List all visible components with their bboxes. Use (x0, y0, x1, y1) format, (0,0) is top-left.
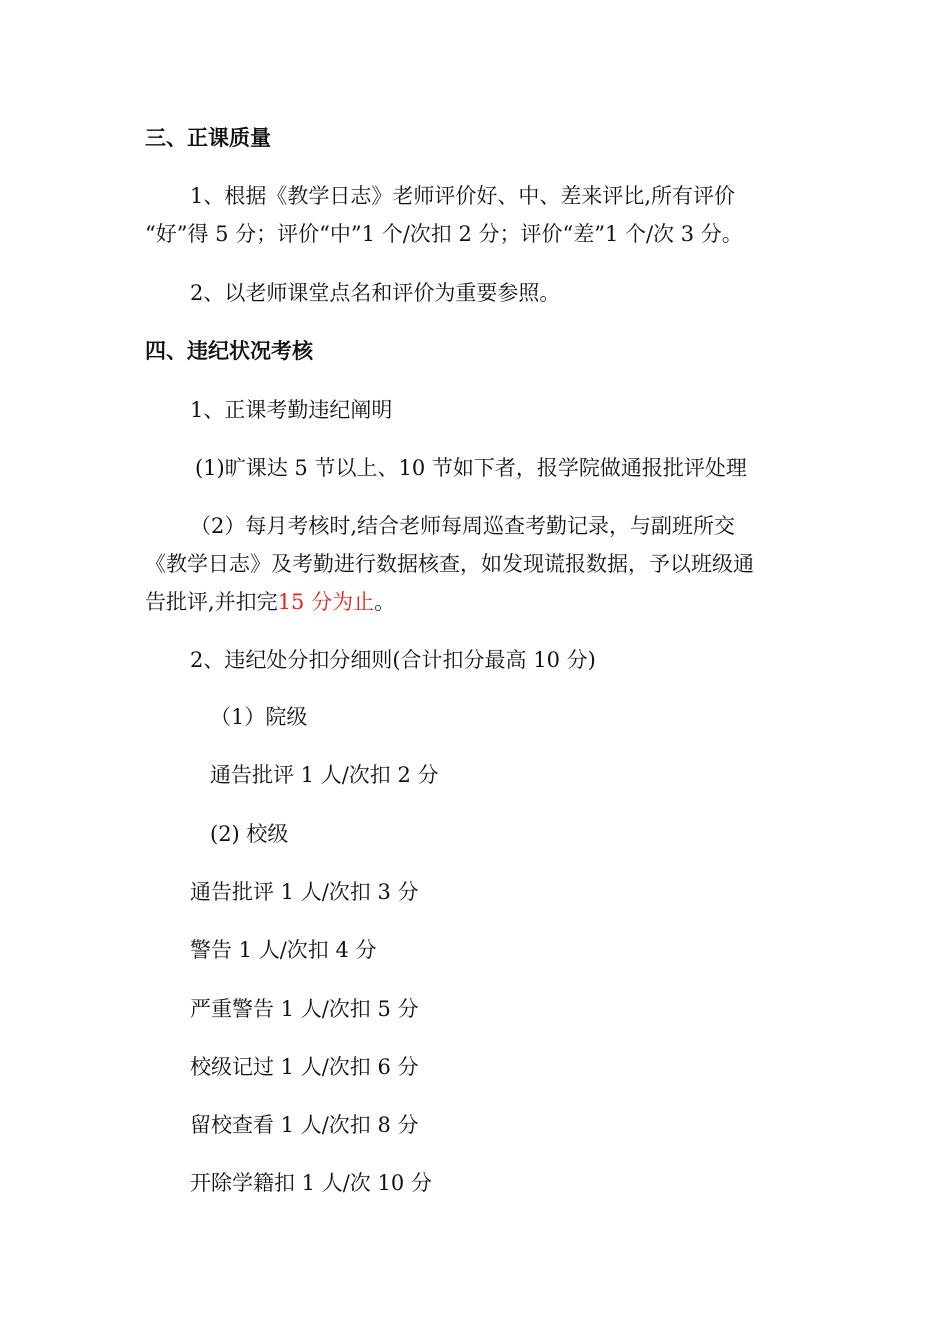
attendance-rule-2-line-3-suffix: 。 (374, 590, 396, 614)
attendance-rule-2-line-3 (145, 588, 395, 616)
section-3-item-2: 2、以老师课堂点名和评价为重要参照。 (190, 281, 561, 305)
school-level-item: 警告 1 人/次扣 4 分 (190, 938, 377, 962)
section-3-item-1-line-2: “好”得 5 分；评价“中”1 个/次扣 2 分；评价“差”1 个/次 3 分。 (145, 222, 743, 246)
section-3-item-1-line-1: 1、根据《教学日志》老师评价好、中、差来评比,所有评价 (190, 184, 736, 208)
school-level-item: 通告批评 1 人/次扣 3 分 (190, 880, 419, 904)
attendance-rule-2-line-3-prefix: 告批评,并扣完 (145, 590, 278, 614)
discipline-subsection-title: 2、违纪处分扣分细则(合计扣分最高 10 分) (190, 648, 596, 672)
school-level-item: 开除学籍扣 1 人/次 10 分 (190, 1171, 432, 1195)
attendance-rule-2-line-2: 《教学日志》及考勤进行数据核查，如发现谎报数据，予以班级通 (145, 552, 754, 576)
attendance-rule-1: (1)旷课达 5 节以上、10 节如下者，报学院做通报批评处理 (195, 456, 747, 480)
attendance-subsection-title: 1、正课考勤违纪阐明 (190, 398, 393, 422)
school-level-item: 严重警告 1 人/次扣 5 分 (190, 997, 419, 1021)
highlighted-penalty: 15 分为止 (277, 590, 375, 614)
section-4-heading: 四、违纪状况考核 (145, 339, 313, 363)
school-level-item: 校级记过 1 人/次扣 6 分 (190, 1055, 419, 1079)
school-level-item: 留校查看 1 人/次扣 8 分 (190, 1113, 419, 1137)
college-level-title: （1）院级 (210, 705, 308, 729)
section-3-heading: 三、正课质量 (145, 126, 271, 150)
attendance-rule-2-line-1: （2）每月考核时,结合老师每周巡查考勤记录，与副班所交 (190, 514, 736, 538)
college-level-item: 通告批评 1 人/次扣 2 分 (210, 763, 439, 787)
school-level-title: (2) 校级 (210, 822, 289, 846)
